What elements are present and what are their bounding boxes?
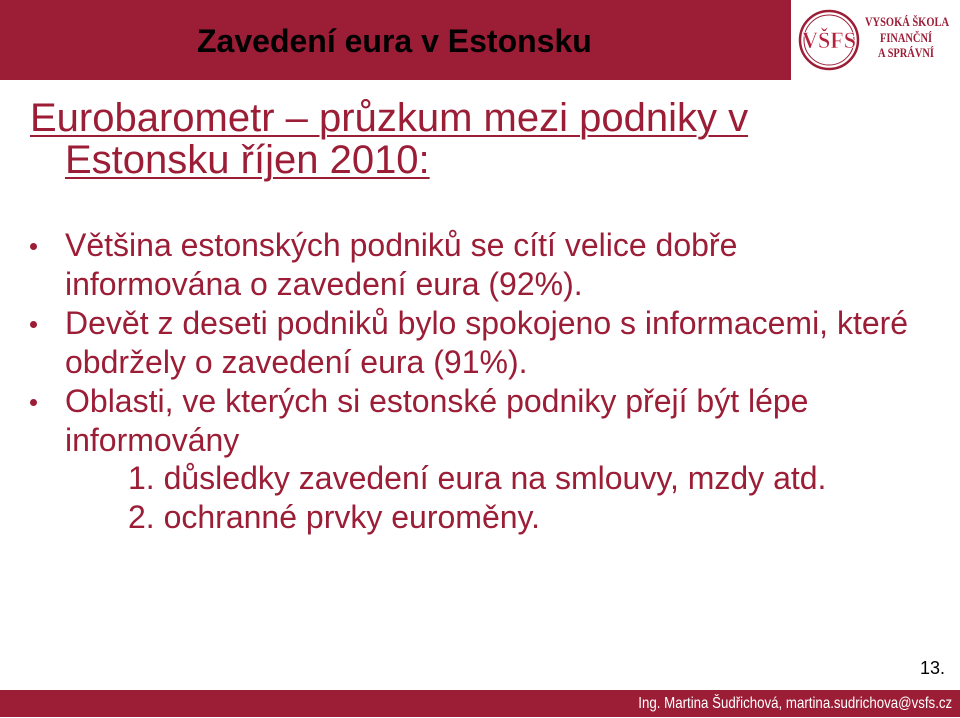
logo-name-line: VYSOKÁ ŠKOLA xyxy=(865,14,950,29)
bullet-list xyxy=(0,226,960,537)
logo-name-line: FINANČNÍ xyxy=(880,30,932,45)
bullet-text-line: Devět z deseti podniků bylo spokojeno s informacemi, které xyxy=(65,304,909,341)
bullet-marker xyxy=(30,321,37,328)
bullet-text-line: obdržely o zavedení eura (91%). xyxy=(65,343,528,380)
bullet-text-line: Většina estonských podniků se cítí velice dobře xyxy=(65,227,738,263)
footer-bar xyxy=(0,690,960,717)
bullet-marker xyxy=(30,243,37,250)
bullet-text-line: Oblasti, ve kterých si estonské podniky přejí být lépe xyxy=(65,382,809,419)
heading-line: Estonsku říjen 2010: xyxy=(65,138,430,182)
bullet-item xyxy=(0,382,960,538)
emblem-lettering: VŠFS xyxy=(802,28,859,53)
footer-author: Ing. Martina Šudřichová, martina.sudrichova@vsfs.cz xyxy=(638,695,952,712)
school-logo xyxy=(791,0,960,80)
bullet-item xyxy=(0,304,960,382)
logo-name-line: A SPRÁVNÍ xyxy=(878,45,934,60)
slide-header-title: Zavedení eura v Estonsku xyxy=(197,23,592,59)
page-number: 13. xyxy=(919,658,945,678)
numbered-sub-item: 1. důsledky zavedení eura na smlouvy, mzdy atd. xyxy=(128,460,827,497)
numbered-sub-item: 2. ochranné prvky euroměny. xyxy=(128,499,541,536)
bullet-item xyxy=(0,226,960,304)
bullet-text-line: informována o zavedení eura (92%). xyxy=(65,265,583,302)
heading-line: Eurobarometr – průzkum mezi podniky v xyxy=(30,96,749,140)
bullet-text-line: informovány xyxy=(65,421,240,458)
bullet-marker xyxy=(30,399,37,406)
slide-heading xyxy=(30,97,748,181)
